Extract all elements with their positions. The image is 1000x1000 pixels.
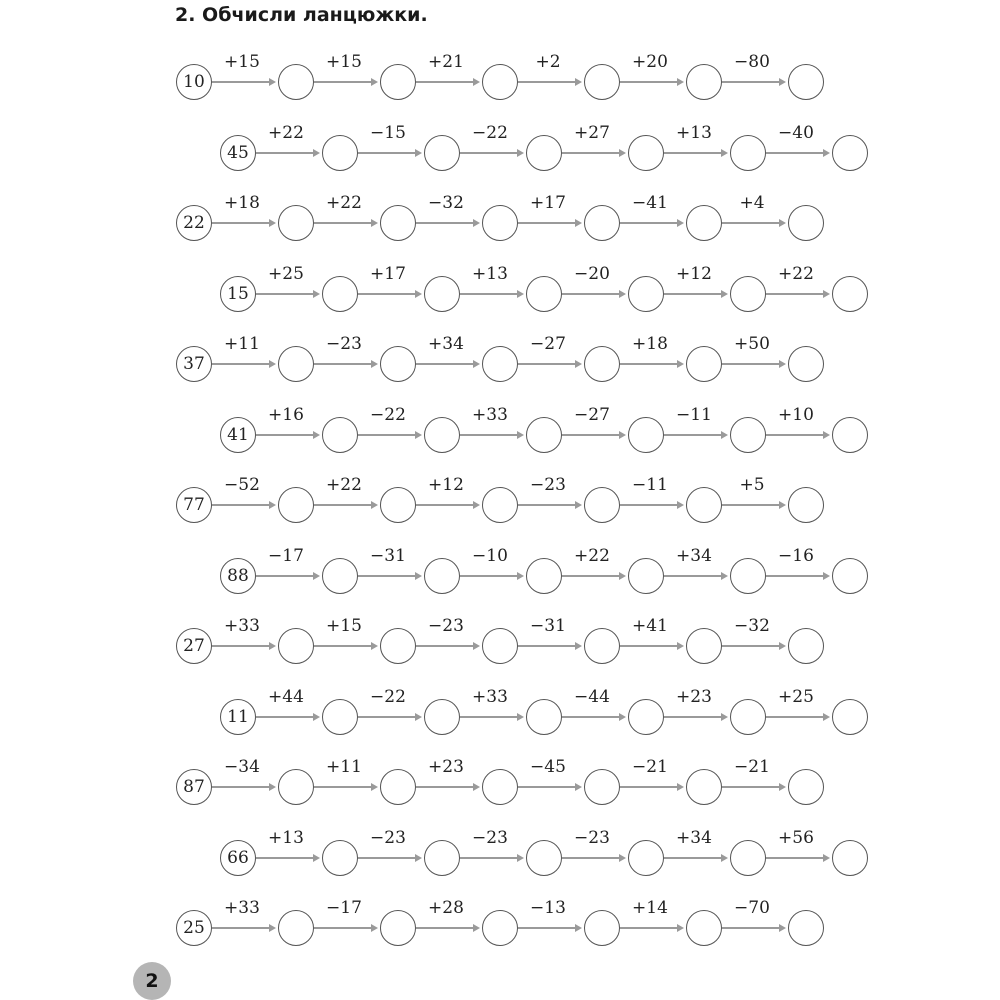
answer-circle[interactable] (526, 417, 562, 453)
operation-label: −17 (268, 545, 304, 566)
arrow-icon (358, 716, 420, 718)
arrow-icon (562, 434, 624, 436)
start-number: 41 (220, 417, 256, 453)
arrow-icon (766, 575, 828, 577)
answer-circle[interactable] (730, 699, 766, 735)
arrow-icon (518, 363, 580, 365)
arrow-icon (722, 786, 784, 788)
arrow-icon (212, 927, 274, 929)
answer-circle[interactable] (482, 64, 518, 100)
answer-circle[interactable] (322, 135, 358, 171)
answer-circle[interactable] (584, 64, 620, 100)
arrow-icon (722, 81, 784, 83)
chain-row (0, 263, 1000, 319)
operation-label: +22 (326, 475, 362, 495)
answer-circle[interactable] (628, 276, 664, 312)
answer-circle[interactable] (380, 487, 416, 523)
operation-label: −32 (734, 616, 770, 636)
operation-label: +2 (535, 52, 561, 72)
answer-circle[interactable] (686, 628, 722, 664)
answer-circle[interactable] (482, 910, 518, 946)
operation-label: +34 (428, 334, 464, 354)
answer-circle[interactable] (832, 135, 868, 171)
arrow-icon (620, 504, 682, 506)
arrow-icon (460, 716, 522, 718)
operation-label: −23 (574, 827, 610, 848)
answer-circle[interactable] (628, 558, 664, 594)
answer-circle[interactable] (584, 769, 620, 805)
answer-circle[interactable] (482, 346, 518, 382)
answer-circle[interactable] (380, 910, 416, 946)
arrow-icon (460, 434, 522, 436)
arrow-icon (212, 363, 274, 365)
answer-circle[interactable] (380, 64, 416, 100)
answer-circle[interactable] (482, 487, 518, 523)
arrow-icon (416, 81, 478, 83)
operation-label: +13 (268, 827, 304, 848)
answer-circle[interactable] (788, 64, 824, 100)
answer-circle[interactable] (584, 628, 620, 664)
operation-label: −32 (428, 193, 464, 213)
operation-label: +10 (778, 404, 814, 425)
arrow-icon (256, 293, 318, 295)
arrow-icon (766, 152, 828, 154)
chain-row (0, 757, 1000, 812)
arrow-icon (518, 645, 580, 647)
operation-label: −21 (632, 757, 668, 777)
arrow-icon (722, 363, 784, 365)
arrow-icon (562, 716, 624, 718)
arrow-icon (256, 152, 318, 154)
answer-circle[interactable] (322, 417, 358, 453)
answer-circle[interactable] (278, 910, 314, 946)
operation-label: −16 (778, 545, 814, 566)
arrow-icon (358, 293, 420, 295)
operation-label: +22 (574, 545, 610, 566)
arrow-icon (416, 786, 478, 788)
answer-circle[interactable] (526, 699, 562, 735)
arrow-icon (256, 575, 318, 577)
start-number: 15 (220, 276, 256, 312)
answer-circle[interactable] (526, 840, 562, 876)
answer-circle[interactable] (584, 487, 620, 523)
chain-row (0, 122, 1000, 178)
arrow-icon (620, 645, 682, 647)
answer-circle[interactable] (686, 205, 722, 241)
arrow-icon (620, 927, 682, 929)
answer-circle[interactable] (278, 346, 314, 382)
arrow-icon (358, 857, 420, 859)
answer-circle[interactable] (482, 769, 518, 805)
operation-label: +28 (428, 898, 464, 918)
operation-label: +18 (224, 193, 260, 213)
answer-circle[interactable] (584, 910, 620, 946)
arrow-icon (314, 504, 376, 506)
operation-label: −70 (734, 898, 770, 918)
operation-label: +17 (530, 193, 566, 213)
operation-label: +16 (268, 404, 304, 425)
arrow-icon (314, 222, 376, 224)
arrow-icon (256, 434, 318, 436)
operation-label: −21 (734, 757, 770, 777)
arrow-icon (664, 716, 726, 718)
arrow-icon (766, 716, 828, 718)
arrow-icon (416, 363, 478, 365)
arrow-icon (766, 434, 828, 436)
arrow-icon (416, 222, 478, 224)
answer-circle[interactable] (628, 840, 664, 876)
answer-circle[interactable] (730, 276, 766, 312)
operation-label: −20 (574, 263, 610, 284)
arrow-icon (664, 575, 726, 577)
arrow-icon (518, 504, 580, 506)
answer-circle[interactable] (278, 769, 314, 805)
arrow-icon (722, 504, 784, 506)
arrow-icon (518, 81, 580, 83)
operation-label: +13 (472, 263, 508, 284)
answer-circle[interactable] (322, 276, 358, 312)
operation-label: +34 (676, 545, 712, 566)
operation-label: −22 (370, 404, 406, 425)
arrow-icon (416, 645, 478, 647)
answer-circle[interactable] (584, 346, 620, 382)
arrow-icon (460, 152, 522, 154)
arrow-icon (518, 222, 580, 224)
answer-circle[interactable] (832, 417, 868, 453)
operation-label: +44 (268, 686, 304, 707)
chain-row (0, 827, 1000, 883)
answer-circle[interactable] (278, 64, 314, 100)
arrow-icon (314, 81, 376, 83)
operation-label: +20 (632, 52, 668, 72)
operation-label: +12 (676, 263, 712, 284)
answer-circle[interactable] (424, 417, 460, 453)
answer-circle[interactable] (788, 346, 824, 382)
operation-label: +25 (778, 686, 814, 707)
operation-label: +34 (676, 827, 712, 848)
answer-circle[interactable] (686, 64, 722, 100)
arrow-icon (722, 927, 784, 929)
answer-circle[interactable] (584, 205, 620, 241)
answer-circle[interactable] (424, 276, 460, 312)
operation-label: +27 (574, 122, 610, 143)
arrow-icon (518, 786, 580, 788)
arrow-icon (358, 152, 420, 154)
operation-label: −23 (370, 827, 406, 848)
operation-label: −10 (472, 545, 508, 566)
arrow-icon (664, 152, 726, 154)
operation-label: −45 (530, 757, 566, 777)
operation-label: +15 (224, 52, 260, 72)
chain-row (0, 616, 1000, 671)
operation-label: −23 (530, 475, 566, 495)
page-number: 2 (133, 962, 171, 1000)
operation-label: −11 (676, 404, 712, 425)
start-number: 10 (176, 64, 212, 100)
answer-circle[interactable] (730, 558, 766, 594)
arrow-icon (722, 222, 784, 224)
start-number: 45 (220, 135, 256, 171)
answer-circle[interactable] (788, 628, 824, 664)
answer-circle[interactable] (380, 628, 416, 664)
answer-circle[interactable] (628, 417, 664, 453)
answer-circle[interactable] (686, 346, 722, 382)
arrow-icon (212, 81, 274, 83)
operation-label: −22 (370, 686, 406, 707)
arrow-icon (664, 857, 726, 859)
arrow-icon (518, 927, 580, 929)
operation-label: −44 (574, 686, 610, 707)
operation-label: −17 (326, 898, 362, 918)
answer-circle[interactable] (730, 135, 766, 171)
operation-label: +50 (734, 334, 770, 354)
answer-circle[interactable] (686, 910, 722, 946)
start-number: 11 (220, 699, 256, 735)
arrow-icon (620, 363, 682, 365)
answer-circle[interactable] (482, 628, 518, 664)
operation-label: +21 (428, 52, 464, 72)
arrow-icon (664, 434, 726, 436)
operation-label: +25 (268, 263, 304, 284)
arrow-icon (256, 857, 318, 859)
operation-label: −31 (370, 545, 406, 566)
answer-circle[interactable] (788, 487, 824, 523)
operation-label: +33 (472, 686, 508, 707)
operation-label: +4 (739, 193, 765, 213)
answer-circle[interactable] (380, 205, 416, 241)
operation-label: −13 (530, 898, 566, 918)
operation-label: −23 (472, 827, 508, 848)
answer-circle[interactable] (628, 699, 664, 735)
operation-label: +56 (778, 827, 814, 848)
operation-label: +11 (326, 757, 362, 777)
operation-label: +11 (224, 334, 260, 354)
answer-circle[interactable] (730, 417, 766, 453)
arrow-icon (562, 575, 624, 577)
arrow-icon (212, 786, 274, 788)
arrow-icon (766, 857, 828, 859)
operation-label: +33 (224, 616, 260, 636)
arrow-icon (416, 927, 478, 929)
answer-circle[interactable] (322, 699, 358, 735)
answer-circle[interactable] (424, 135, 460, 171)
start-number: 66 (220, 840, 256, 876)
arrow-icon (562, 152, 624, 154)
arrow-icon (314, 927, 376, 929)
answer-circle[interactable] (424, 558, 460, 594)
operation-label: −27 (530, 334, 566, 354)
operation-label: +17 (370, 263, 406, 284)
answer-circle[interactable] (788, 769, 824, 805)
answer-circle[interactable] (424, 699, 460, 735)
chain-row (0, 404, 1000, 460)
arrow-icon (256, 716, 318, 718)
operation-label: +15 (326, 616, 362, 636)
operation-label: −40 (778, 122, 814, 143)
arrow-icon (562, 293, 624, 295)
operation-label: +14 (632, 898, 668, 918)
operation-label: +23 (676, 686, 712, 707)
answer-circle[interactable] (278, 628, 314, 664)
arrow-icon (416, 504, 478, 506)
operation-label: +33 (224, 898, 260, 918)
answer-circle[interactable] (686, 487, 722, 523)
operation-label: +12 (428, 475, 464, 495)
start-number: 27 (176, 628, 212, 664)
chain-row (0, 193, 1000, 248)
answer-circle[interactable] (832, 699, 868, 735)
start-number: 37 (176, 346, 212, 382)
operation-label: −23 (428, 616, 464, 636)
start-number: 77 (176, 487, 212, 523)
arrow-icon (314, 786, 376, 788)
arrow-icon (460, 857, 522, 859)
operation-label: +22 (268, 122, 304, 143)
answer-circle[interactable] (686, 769, 722, 805)
arrow-icon (212, 504, 274, 506)
operation-label: +22 (326, 193, 362, 213)
answer-circle[interactable] (526, 276, 562, 312)
answer-circle[interactable] (278, 205, 314, 241)
operation-label: +15 (326, 52, 362, 72)
operation-label: +41 (632, 616, 668, 636)
chain-row (0, 898, 1000, 953)
answer-circle[interactable] (278, 487, 314, 523)
task-title: 2. Обчисли ланцюжки. (175, 4, 428, 26)
answer-circle[interactable] (322, 840, 358, 876)
arrow-icon (314, 645, 376, 647)
operation-label: −23 (326, 334, 362, 354)
operation-label: −11 (632, 475, 668, 495)
chain-row (0, 475, 1000, 530)
start-number: 87 (176, 769, 212, 805)
answer-circle[interactable] (832, 276, 868, 312)
operation-label: −34 (224, 757, 260, 777)
operation-label: +13 (676, 122, 712, 143)
chain-row (0, 52, 1000, 107)
answer-circle[interactable] (832, 840, 868, 876)
operation-label: −52 (224, 475, 260, 495)
arrow-icon (314, 363, 376, 365)
arrow-icon (358, 434, 420, 436)
chain-row (0, 545, 1000, 601)
answer-circle[interactable] (322, 558, 358, 594)
start-number: 25 (176, 910, 212, 946)
answer-circle[interactable] (526, 558, 562, 594)
arrow-icon (212, 222, 274, 224)
chain-row (0, 334, 1000, 389)
arrow-icon (620, 786, 682, 788)
start-number: 22 (176, 205, 212, 241)
operation-label: +5 (739, 475, 765, 495)
answer-circle[interactable] (424, 840, 460, 876)
answer-circle[interactable] (628, 135, 664, 171)
arrow-icon (620, 81, 682, 83)
arrow-icon (722, 645, 784, 647)
chain-row (0, 686, 1000, 742)
answer-circle[interactable] (380, 769, 416, 805)
arrow-icon (766, 293, 828, 295)
operation-label: −15 (370, 122, 406, 143)
answer-circle[interactable] (482, 205, 518, 241)
arrow-icon (664, 293, 726, 295)
answer-circle[interactable] (526, 135, 562, 171)
arrow-icon (212, 645, 274, 647)
answer-circle[interactable] (730, 840, 766, 876)
arrow-icon (460, 575, 522, 577)
arrow-icon (620, 222, 682, 224)
operation-label: −80 (734, 52, 770, 72)
answer-circle[interactable] (832, 558, 868, 594)
arrow-icon (358, 575, 420, 577)
operation-label: +23 (428, 757, 464, 777)
operation-label: −27 (574, 404, 610, 425)
operation-label: +18 (632, 334, 668, 354)
arrow-icon (562, 857, 624, 859)
answer-circle[interactable] (380, 346, 416, 382)
operation-label: −22 (472, 122, 508, 143)
operation-label: −41 (632, 193, 668, 213)
answer-circle[interactable] (788, 205, 824, 241)
arrow-icon (460, 293, 522, 295)
operation-label: +33 (472, 404, 508, 425)
answer-circle[interactable] (788, 910, 824, 946)
operation-label: −31 (530, 616, 566, 636)
operation-label: +22 (778, 263, 814, 284)
start-number: 88 (220, 558, 256, 594)
